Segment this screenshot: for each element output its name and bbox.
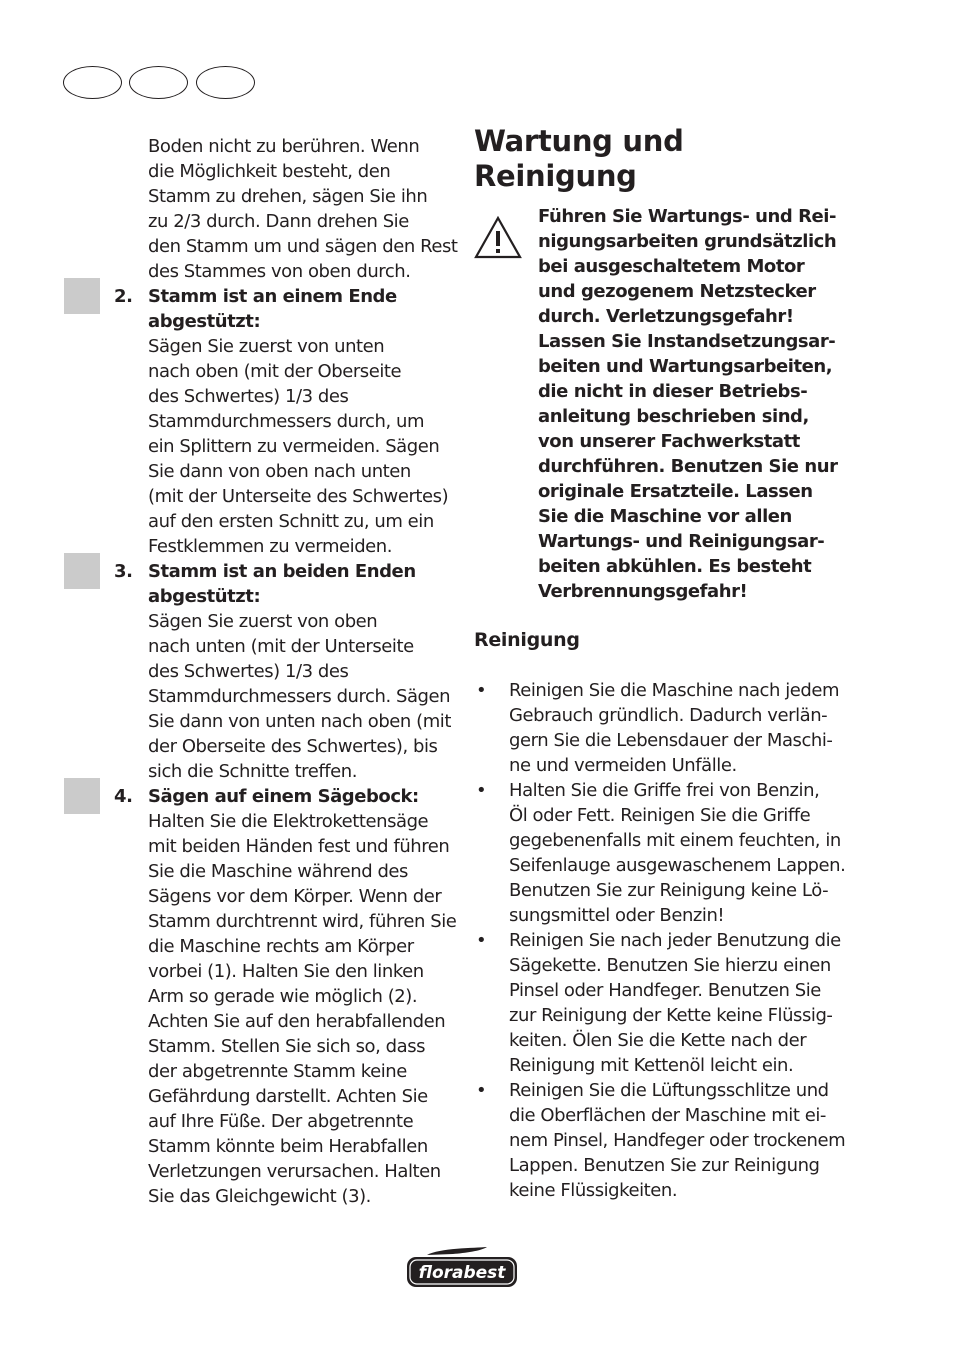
left-column: [114, 134, 458, 1209]
bullet-line: die Oberflächen der Maschine mit ei-: [509, 1105, 826, 1126]
item-body-line: Stamm durchtrennt wird, führen Sie: [148, 911, 457, 932]
item-body-line: der abgetrennte Stamm keine: [148, 1061, 407, 1082]
language-oval-3: [196, 66, 255, 99]
item-body-line: Achten Sie auf den herabfallenden: [148, 1011, 446, 1032]
bullet-line: Reinigen Sie nach jeder Benutzung die: [509, 930, 841, 951]
warning-triangle-icon: [474, 216, 522, 259]
item-body-line: der Oberseite des Schwertes), bis: [148, 736, 438, 757]
language-oval-2: [129, 66, 188, 99]
item-body-line: Sie das Gleichgewicht (3).: [148, 1186, 371, 1207]
intro-paragraph: [148, 134, 458, 284]
item-body-line: vorbei (1). Halten Sie den linken: [148, 961, 424, 982]
item-body-line: Sägens vor dem Körper. Wenn der: [148, 886, 442, 907]
item-title: Stamm ist an einem Ende: [148, 286, 397, 307]
item-body-line: Sägen Sie zuerst von unten: [148, 336, 385, 357]
item-body-line: Festklemmen zu vermeiden.: [148, 536, 393, 557]
bullet-line: Pinsel oder Handfeger. Benutzen Sie: [509, 980, 821, 1001]
bullet-line: sungsmittel oder Benzin!: [509, 905, 725, 926]
gray-marker: [64, 778, 100, 814]
item-body-line: Verletzungen verursachen. Halten: [148, 1161, 441, 1182]
warning-line: die nicht in dieser Betriebs-: [538, 381, 808, 402]
warning-line: anleitung beschrieben sind,: [538, 406, 809, 427]
item-body-line: auf Ihre Füße. Der abgetrennte: [148, 1111, 414, 1132]
item-body-line: die Maschine rechts am Körper: [148, 936, 414, 957]
logo-leaf: [427, 1247, 487, 1255]
item-title: abgestützt:: [148, 311, 261, 332]
bullet-line: zur Reinigung der Kette keine Flüssig-: [509, 1005, 833, 1026]
item-number: 2.: [114, 286, 133, 307]
bullet-line: nem Pinsel, Handfeger oder trockenem: [509, 1130, 846, 1151]
bullet-line: gern Sie die Lebensdauer der Maschi-: [509, 730, 833, 751]
bullet-dot: •: [476, 1080, 487, 1101]
warning-line: durchführen. Benutzen Sie nur: [538, 456, 838, 477]
item-body-line: ein Splittern zu vermeiden. Sägen: [148, 436, 440, 457]
item-body-line: Stammdurchmessers durch. Sägen: [148, 686, 451, 707]
item-body-line: des Schwertes) 1/3 des: [148, 661, 349, 682]
warning-line: Lassen Sie Instandsetzungsar-: [538, 331, 836, 352]
list-item: [474, 1078, 874, 1203]
intro-line: zu 2/3 durch. Dann drehen Sie: [148, 211, 409, 232]
list-item: [474, 928, 874, 1078]
cleaning-list: [474, 678, 874, 1203]
bullet-line: Halten Sie die Griffe frei von Benzin,: [509, 780, 820, 801]
item-body-line: mit beiden Händen fest und führen: [148, 836, 450, 857]
bullet-line: Gebrauch gründlich. Dadurch verlän-: [509, 705, 828, 726]
intro-line: Stamm zu drehen, sägen Sie ihn: [148, 186, 428, 207]
warning-block: [474, 204, 874, 604]
warning-line: durch. Verletzungsgefahr!: [538, 306, 794, 327]
item-body-line: sich die Schnitte treffen.: [148, 761, 357, 782]
right-column: [474, 124, 874, 1203]
item-body-line: (mit der Unterseite des Schwertes): [148, 486, 449, 507]
bullet-line: gegebenenfalls mit einem feuchten, in: [509, 830, 841, 851]
warning-text: [538, 204, 874, 604]
item-body-line: Sie die Maschine während des: [148, 861, 408, 882]
list-item: [474, 778, 874, 928]
warning-line: Verbrennungsgefahr!: [538, 581, 748, 602]
bullet-line: Benutzen Sie zur Reinigung keine Lö-: [509, 880, 829, 901]
bullet-dot: •: [476, 680, 487, 701]
warning-line: Sie die Maschine vor allen: [538, 506, 792, 527]
item-body-line: Arm so gerade wie möglich (2).: [148, 986, 418, 1007]
intro-line: den Stamm um und sägen den Rest: [148, 236, 458, 257]
warning-line: und gezogenem Netzstecker: [538, 281, 816, 302]
item-number: 3.: [114, 561, 133, 582]
item-body-line: Gefährdung darstellt. Achten Sie: [148, 1086, 428, 1107]
florabest-logo: [405, 1245, 519, 1289]
bullet-line: Reinigen Sie die Maschine nach jedem: [509, 680, 840, 701]
heading-line: Reinigung: [474, 159, 637, 193]
item-body-line: auf den ersten Schnitt zu, um ein: [148, 511, 434, 532]
bullet-line: ne und vermeiden Unfälle.: [509, 755, 737, 776]
item-body-line: Stamm könnte beim Herabfallen: [148, 1136, 428, 1157]
intro-line: die Möglichkeit besteht, den: [148, 161, 391, 182]
list-item-2: [114, 284, 453, 559]
item-body-line: Stammdurchmessers durch, um: [148, 411, 425, 432]
list-item: [474, 678, 874, 778]
bullet-line: Reinigen Sie die Lüftungsschlitze und: [509, 1080, 829, 1101]
logo-text: florabest: [418, 1263, 506, 1283]
item-body-line: Sie dann von oben nach unten: [148, 461, 411, 482]
item-body-line: nach oben (mit der Oberseite: [148, 361, 402, 382]
bullet-line: keine Flüssigkeiten.: [509, 1180, 678, 1201]
item-body-line: Stamm. Stellen Sie sich so, dass: [148, 1036, 426, 1057]
warning-line: bei ausgeschaltetem Motor: [538, 256, 805, 277]
gray-marker: [64, 278, 100, 314]
warning-line: originale Ersatzteile. Lassen: [538, 481, 813, 502]
warning-line: Wartungs- und Reinigungsar-: [538, 531, 825, 552]
item-title: Sägen auf einem Sägebock:: [148, 786, 419, 807]
warning-line: von unserer Fachwerkstatt: [538, 431, 800, 452]
item-body-line: Halten Sie die Elektrokettensäge: [148, 811, 429, 832]
warning-line: Führen Sie Wartungs- und Rei-: [538, 206, 837, 227]
bullet-line: Öl oder Fett. Reinigen Sie die Griffe: [509, 805, 811, 826]
item-body-line: Sie dann von unten nach oben (mit: [148, 711, 451, 732]
intro-line: des Stammes von oben durch.: [148, 261, 411, 282]
heading-line: Wartung und: [474, 124, 684, 158]
item-number: 4.: [114, 786, 133, 807]
warning-line: nigungsarbeiten grundsätzlich: [538, 231, 837, 252]
item-title: abgestützt:: [148, 586, 261, 607]
item-title: Stamm ist an beiden Enden: [148, 561, 416, 582]
bullet-line: Seifenlauge ausgewaschenem Lappen.: [509, 855, 846, 876]
bullet-line: Sägekette. Benutzen Sie hierzu einen: [509, 955, 831, 976]
intro-line: Boden nicht zu berühren. Wenn: [148, 136, 420, 157]
item-body-line: des Schwertes) 1/3 des: [148, 386, 349, 407]
warning-line: beiten abkühlen. Es besteht: [538, 556, 812, 577]
section-heading: [474, 124, 874, 194]
list-item-4: [114, 784, 457, 1209]
language-oval-1: [63, 66, 122, 99]
warning-line: beiten und Wartungsarbeiten,: [538, 356, 833, 377]
bullet-line: Lappen. Benutzen Sie zur Reinigung: [509, 1155, 820, 1176]
subheading-reinigung: Reinigung: [474, 629, 580, 651]
bullet-line: keiten. Ölen Sie die Kette nach der: [509, 1030, 807, 1051]
gray-marker: [64, 553, 100, 589]
bullet-dot: •: [476, 780, 487, 801]
bullet-dot: •: [476, 930, 487, 951]
item-body-line: Sägen Sie zuerst von oben: [148, 611, 378, 632]
list-item-3: [114, 559, 453, 784]
item-body-line: nach unten (mit der Unterseite: [148, 636, 414, 657]
bullet-line: Reinigung mit Kettenöl leicht ein.: [509, 1055, 794, 1076]
